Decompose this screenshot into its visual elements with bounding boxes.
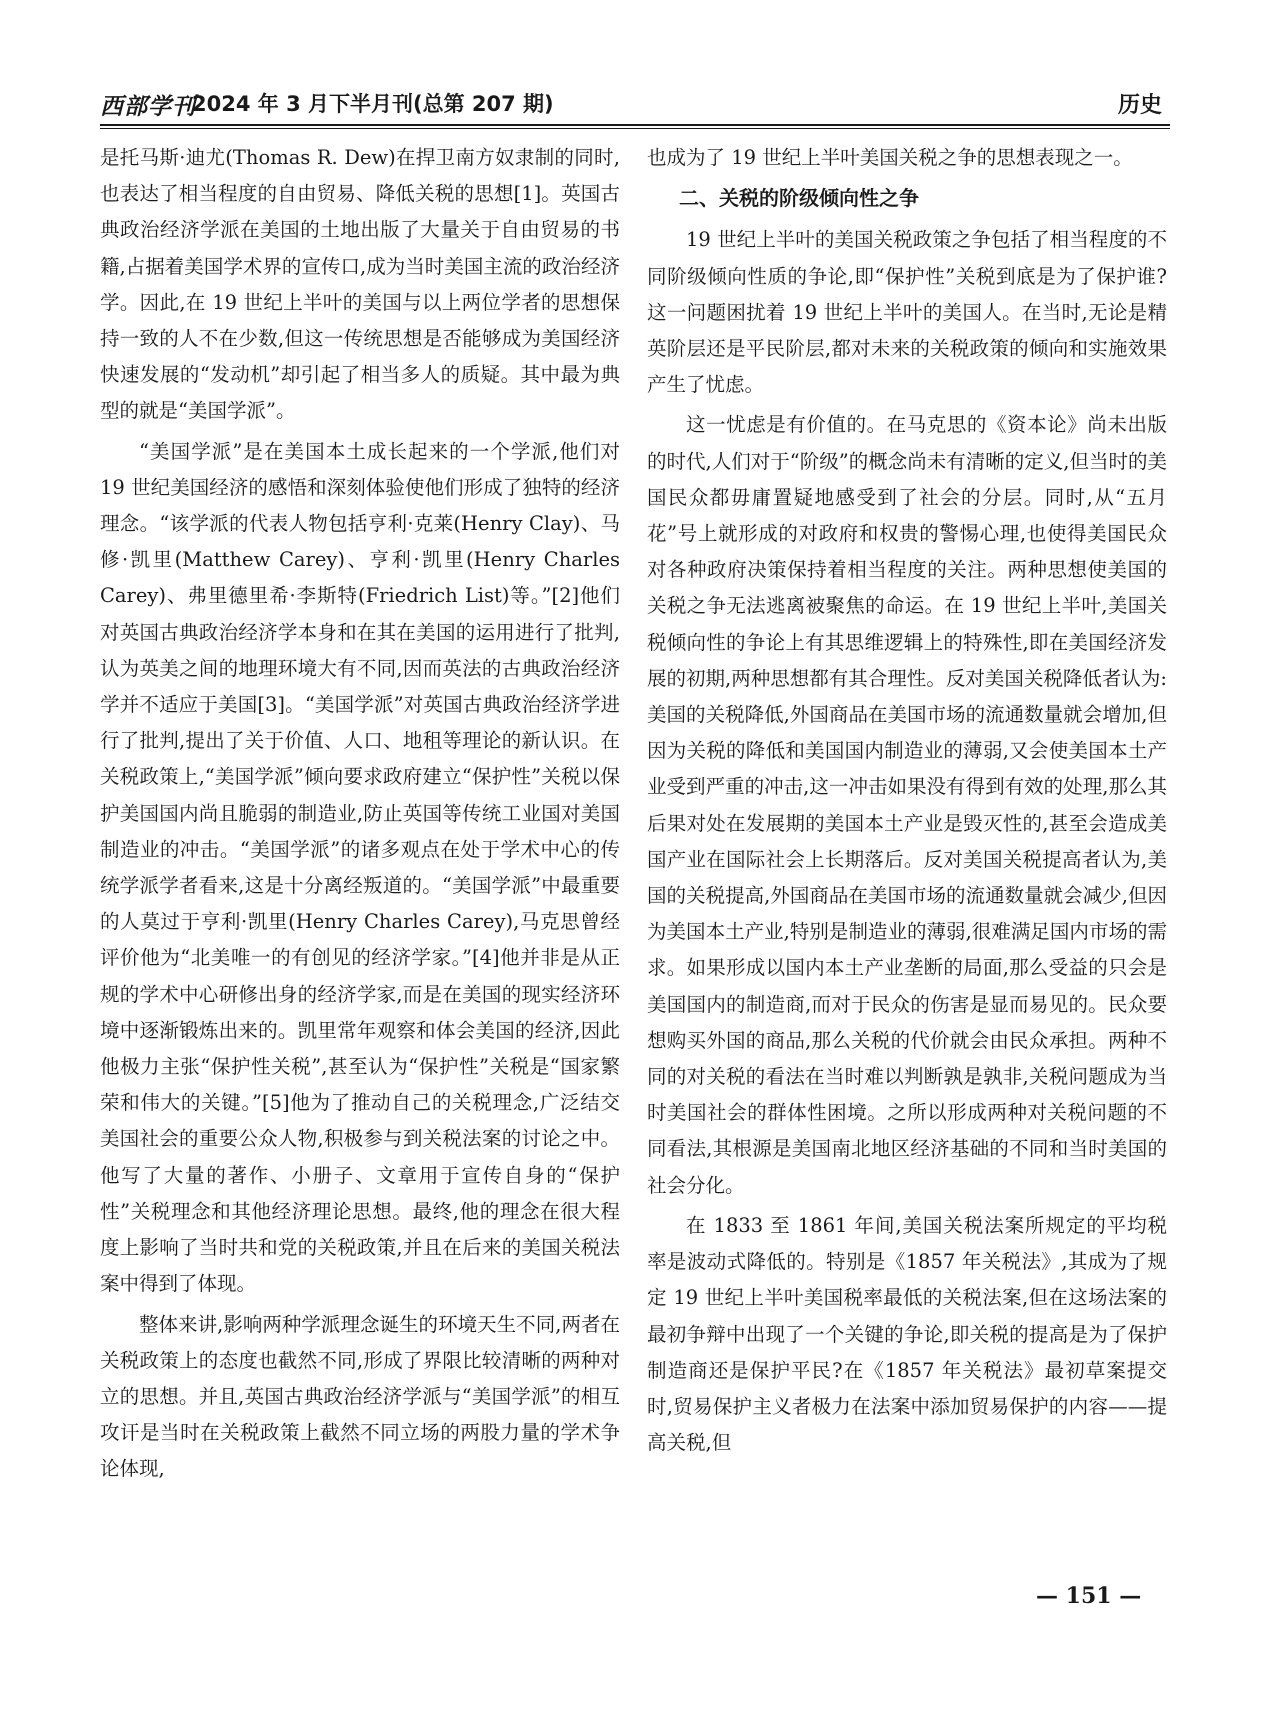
page-number: — 151 —	[1036, 1583, 1142, 1609]
body-paragraph: “美国学派”是在美国本土成长起来的一个学派,他们对 19 世纪美国经济的感悟和深刻体验使他们形成了独特的经济理念。“该学派的代表人物包括亨利·克莱(Henry Clay)、马修·凯里(Matthew Carey)、亨利·凯里(Henry Charles Carey)、弗里德里希·李斯特(Friedrich List)等。”[2]他们对英国古典政治经济学本身和在其在美国的运用进行了批判,认为英美之间的地理环境大有不同,因而英法的古典政治经济学并不适应于美国[3]。“美国学派”对英国古典政治经济学进行了批判,提出了关于价值、人口、地租等理论的新认识。在关税政策上,“美国学派”倾向要求政府建立“保护性”关税以保护美国国内尚且脆弱的制造业,防止英国等传统工业国对美国制造业的冲击。“美国学派”的诸多观点在处于学术中心的传统学派学者看来,这是十分离经叛道的。“美国学派”中最重要的人莫过于亨利·凯里(Henry Charles Carey),马克思曾经评价他为“北美唯一的有创见的经济学家。”[4]他并非是从正规的学术中心研修出身的经济学家,而是在美国的现实经济环境中逐渐锻炼出来的。凯里常年观察和体会美国的经济,因此他极力主张“保护性关税”,甚至认为“保护性”关税是“国家繁荣和伟大的关键。”[5]他为了推动自己的关税理念,广泛结交美国社会的重要公众人物,积极参与到关税法案的讨论之中。他写了大量的著作、小册子、文章用于宣传自身的“保护性”关税理念和其他经济理论思想。最终,他的理念在很大程度上影响了当时共和党的关税政策,并且在后来的美国关税法案中得到了体现。	[100, 439, 620, 1296]
body-paragraph: 也成为了 19 世纪上半叶美国关税之争的思想表现之一。	[647, 146, 1133, 169]
body-paragraph: 在 1833 至 1861 年间,美国关税法案所规定的平均税率是波动式降低的。特别是《1857 年关税法》,其成为了规定 19 世纪上半叶美国税率最低的关税法案,但在这场法案的最初争辩中出现了一个关键的争论,即关税的提高是为了保护制造商还是保护平民?在《1857 年关税法》最初草案提交时,贸易保护主义者极力在法案中添加贸易保护的内容——提高关税,但	[647, 1213, 1167, 1455]
body-paragraph: 这一忧虑是有价值的。在马克思的《资本论》尚未出版的时代,人们对于“阶级”的概念尚未有清晰的定义,但当时的美国民众都毋庸置疑地感受到了社会的分层。同时,从“五月花”号上就形成的对政府和权贵的警惕心理,也使得美国民众对各种政府决策保持着相当程度的关注。两种思想使美国的关税之争无法逃离被聚焦的命运。在 19 世纪上半叶,美国关税倾向性的争论上有其思维逻辑上的特殊性,即在美国经济发展的初期,两种思想都有其合理性。反对美国关税降低者认为:美国的关税降低,外国商品在美国市场的流通数量就会增加,但因为关税的降低和美国国内制造业的薄弱,又会使美国本土产业受到严重的冲击,这一冲击如果没有得到有效的处理,那么其后果对处在发展期的美国本土产业是毁灭性的,甚至会造成美国产业在国际社会上长期落后。反对美国关税提高者认为,美国的关税提高,外国商品在美国市场的流通数量就会减少,但因为美国本土产业,特别是制造业的薄弱,很难满足国内市场的需求。如果形成以国内本土产业垄断的局面,那么受益的只会是美国国内的制造商,而对于民众的伤害是显而易见的。民众要想购买外国的商品,那么关税的代价就会由民众承担。两种不同的对关税的看法在当时难以判断孰是孰非,关税问题成为当时美国社会的群体性困境。之所以形成两种对关税问题的不同看法,其根源是美国南北地区经济基础的不同和当时美国的社会分化。	[647, 413, 1167, 1197]
body-paragraph: 是托马斯·迪尤(Thomas R. Dew)在捍卫南方奴隶制的同时,也表达了相当程度的自由贸易、降低关税的思想[1]。英国古典政治经济学派在美国的土地出版了大量关于自由贸易的书籍,占据着美国学术界的宣传口,成为当时美国主流的政治经济学。因此,在 19 世纪上半叶的美国与以上两位学者的思想保持一致的人不在少数,但这一传统思想是否能够成为美国经济快速发展的“发动机”却引起了相当多人的质疑。其中最为典型的就是“美国学派”。	[100, 146, 620, 423]
section-heading: 二、关税的阶级倾向性之争	[679, 186, 919, 211]
right-column	[647, 140, 1167, 1465]
journal-logo: 西部学刊	[100, 93, 196, 120]
body-paragraph: 19 世纪上半叶的美国关税政策之争包括了相当程度的不同阶级倾向性质的争论,即“保护性”关税到底是为了保护谁?这一问题困扰着 19 世纪上半叶的美国人。在当时,无论是精英阶层还是平民阶层,都对未来的关税政策的倾向和实施效果产生了忧虑。	[647, 228, 1167, 397]
left-column	[100, 140, 620, 1492]
section-label: 历史	[1117, 93, 1162, 118]
issue-info: 2024 年 3 月下半月刊(总第 207 期)	[192, 92, 554, 116]
body-paragraph: 整体来讲,影响两种学派理念诞生的环境天生不同,两者在关税政策上的态度也截然不同,形成了界限比较清晰的两种对立的思想。并且,英国古典政治经济学派与“美国学派”的相互攻讦是当时在关税政策上截然不同立场的两股力量的学术争论体现,	[100, 1312, 620, 1481]
header-rule	[100, 124, 1170, 126]
running-header	[100, 86, 1170, 120]
header-rule-thin	[100, 128, 1170, 129]
